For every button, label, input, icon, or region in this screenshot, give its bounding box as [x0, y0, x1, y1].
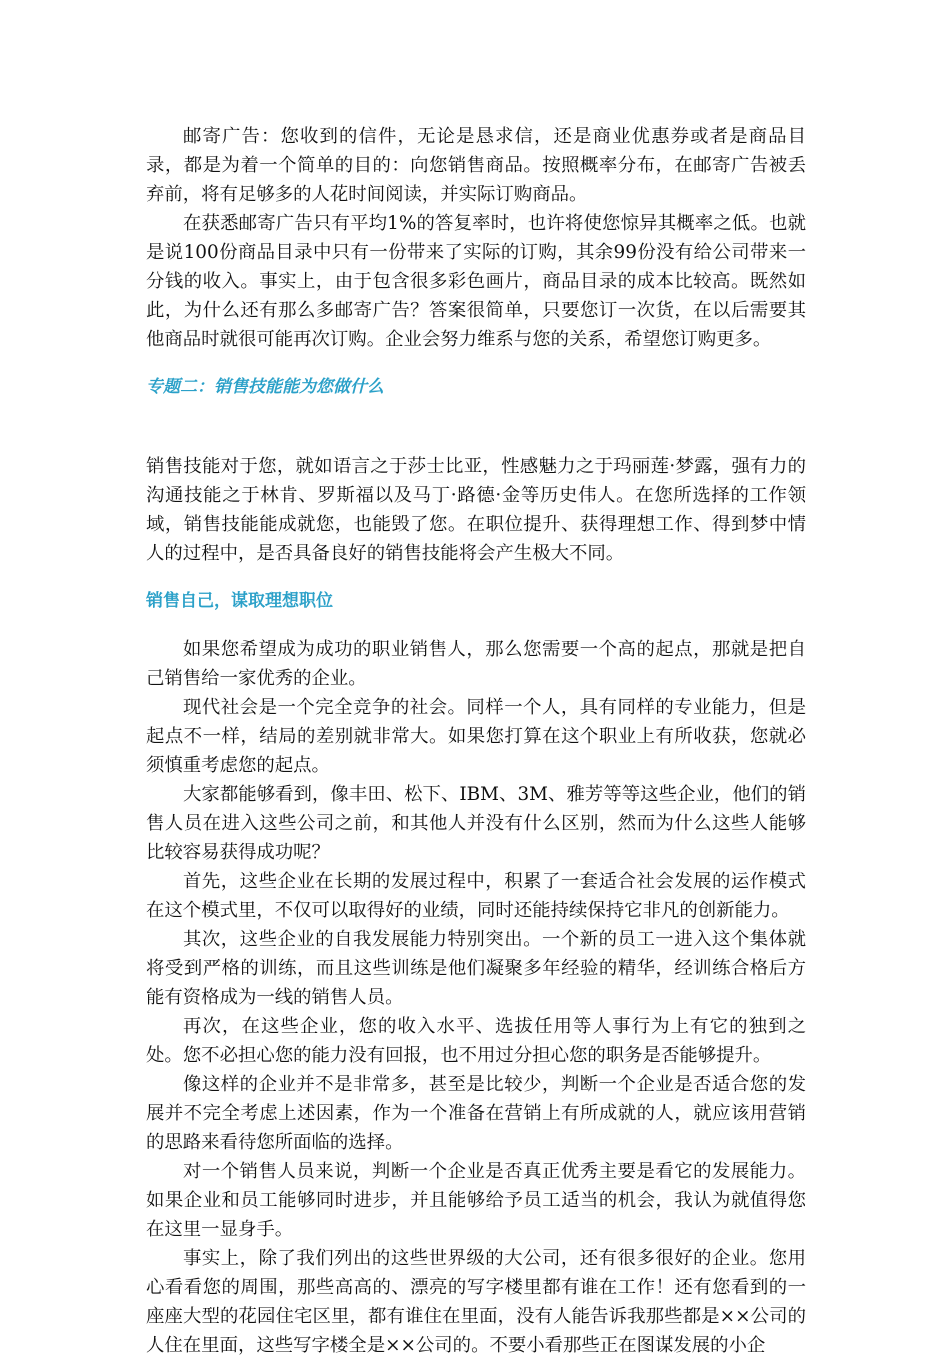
spacer [146, 354, 806, 373]
spacer [146, 616, 806, 635]
spacer [146, 402, 806, 452]
section-paragraph: 再次，在这些企业，您的收入水平、选拔任用等人事行为上有它的独到之处。您不必担心您的能力没有回报，也不用过分担心您的职务是否能够提升。 [146, 1016, 806, 1066]
spacer [146, 568, 806, 587]
section-paragraph: 事实上，除了我们列出的这些世界级的大公司，还有很多很好的企业。您用心看看您的周围，那些高高的、漂亮的写字楼里都有谁在工作！还有您看到的一座座大型的花园住宅区里，都有谁住在里面，没有人能告诉我那些都是××公司的人住在里面，这些写字楼全是××公司的。不要小看那些正在图谋发展的小企 [146, 1248, 806, 1356]
paragraph-direct-mail: 邮寄广告：您收到的信件，无论是恳求信，还是商业优惠券或者是商品目录，都是为着一个简单的目的：向您销售商品。按照概率分布，在邮寄广告被丢弃前，将有足够多的人花时间阅读，并实际订购商品。 [146, 126, 806, 205]
section-paragraph: 现代社会是一个完全竞争的社会。同样一个人，具有同样的专业能力，但是起点不一样，结局的差别就非常大。如果您打算在这个职业上有所收获，您就必须慎重考虑您的起点。 [146, 697, 806, 776]
paragraph-sales-skills: 销售技能对于您，就如语言之于莎士比亚，性感魅力之于玛丽莲·梦露，强有力的沟通技能之于林肯、罗斯福以及马丁·路德·金等历史伟人。在您所选择的工作领域，销售技能能成就您，也能毁了您。在职位提升、获得理想工作、得到梦中情人的过程中，是否具备良好的销售技能将会产生极大不同。 [146, 456, 806, 564]
section-heading: 销售自己，谋取理想职位 [146, 591, 333, 611]
section-paragraph: 像这样的企业并不是非常多，甚至是比较少，判断一个企业是否适合您的发展并不完全考虑上述因素，作为一个准备在营销上有所成就的人，就应该用营销的思路来看待您所面临的选择。 [146, 1074, 806, 1153]
section-paragraph: 如果您希望成为成功的职业销售人，那么您需要一个高的起点，那就是把自己销售给一家优秀的企业。 [146, 639, 806, 689]
section-paragraph: 对一个销售人员来说，判断一个企业是否真正优秀主要是看它的发展能力。如果企业和员工能够同时进步，并且能够给予员工适当的机会，我认为就值得您在这里一显身手。 [146, 1161, 806, 1240]
section-paragraph: 首先，这些企业在长期的发展过程中，积累了一套适合社会发展的运作模式在这个模式里，不仅可以取得好的业绩，同时还能持续保持它非凡的创新能力。 [146, 871, 806, 921]
paragraph-response-rate: 在获悉邮寄广告只有平均1%的答复率时，也许将使您惊异其概率之低。也就是说100份商品目录中只有一份带来了实际的订购，其余99份没有给公司带来一分钱的收入。事实上，由于包含很多彩色画片，商品目录的成本比较高。既然如此，为什么还有那么多邮寄广告？答案很简单，只要您订一次货，在以后需要其他商品时就很可能再次订购。企业会努力维系与您的关系，希望您订购更多。 [146, 213, 806, 350]
topic-heading: 专题二：销售技能能为您做什么 [146, 377, 384, 397]
document-page [146, 122, 806, 1360]
section-paragraph: 其次，这些企业的自我发展能力特别突出。一个新的员工一进入这个集体就将受到严格的训练，而且这些训练是他们凝聚多年经验的精华，经训练合格后方能有资格成为一线的销售人员。 [146, 929, 806, 1008]
section-paragraph: 大家都能够看到，像丰田、松下、IBM、3M、雅芳等等这些企业，他们的销售人员在进入这些公司之前，和其他人并没有什么区别，然而为什么这些人能够比较容易获得成功呢？ [146, 784, 806, 863]
